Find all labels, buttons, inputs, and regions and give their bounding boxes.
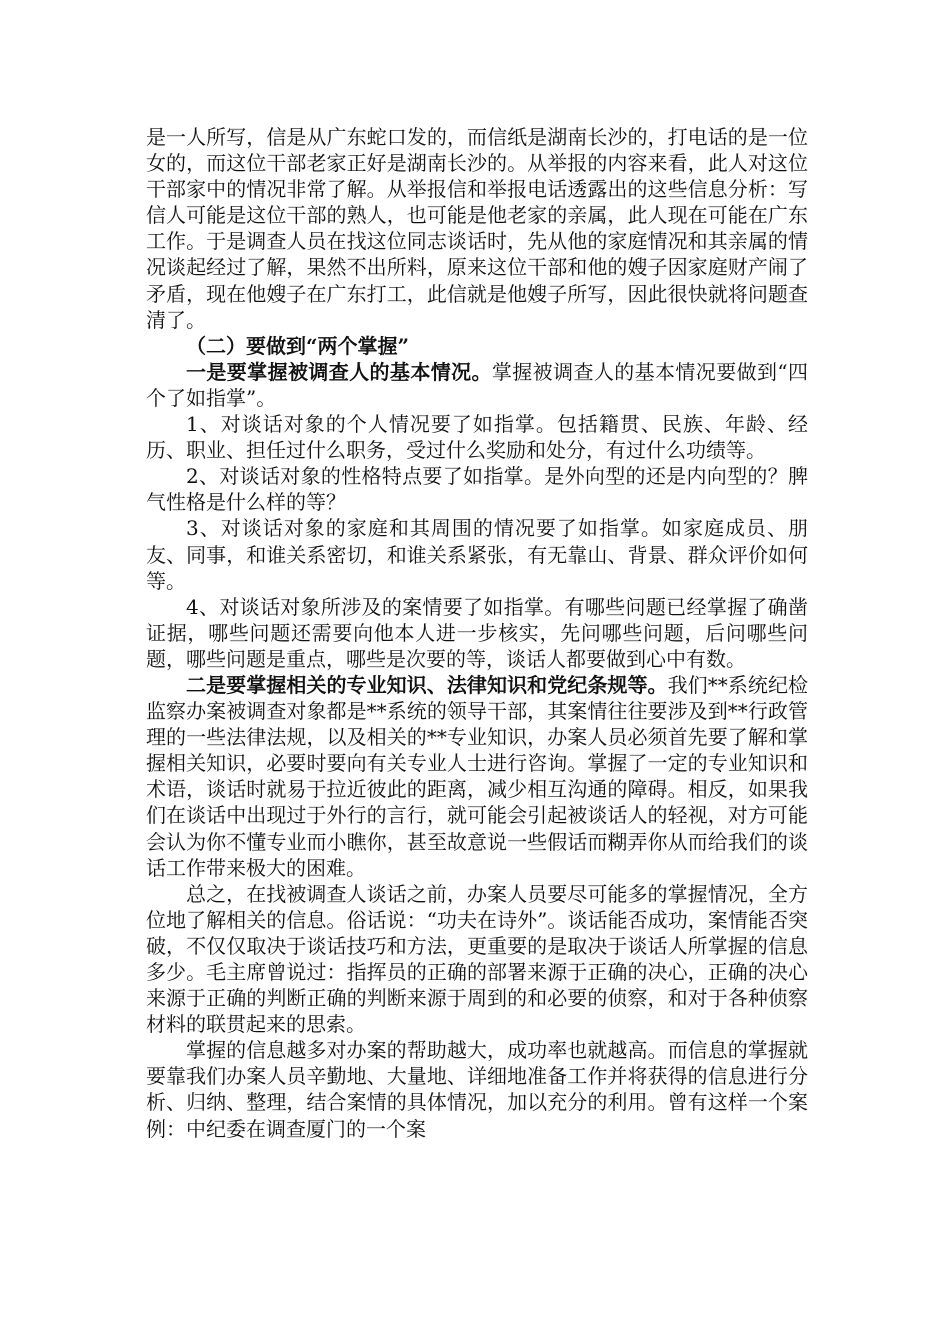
paragraph-lead-bold: 一是要掌握被调查人的基本情况。 bbox=[186, 359, 492, 384]
paragraph-continuation: 是一人所写，信是从广东蛇口发的，而信纸是湖南长沙的，打电话的是一位女的，而这位干部老家正好是湖南长沙的。从举报的内容来看，此人对这位干部家中的情况非常了解。从举报信和举报电话透露出的这些信息分析：写信人可能是这位干部的熟人，也可能是他老家的亲属，此人现在可能在广东工作。于是调查人员在找这位同志谈话时，先从他的家庭情况和其亲属的情况谈起经过了解，果然不出所料，原来这位干部和他的嫂子因家庭财产闹了矛盾，现在他嫂子在广东打工，此信就是他嫂子所写，因此很快就将问题查清了。 bbox=[146, 125, 808, 332]
paragraph-summary: 总之，在找被调查人谈话之前，办案人员要尽可能多的掌握情况，全方位地了解相关的信息。俗话说：“功夫在诗外”。谈话能否成功，案情能否突破，不仅仅取决于谈话技巧和方法，更重要的是取决于谈话人所掌握的信息多少。毛主席曾说过：指挥员的正确的部署来源于正确的决心，正确的决心来源于正确的判断正确的判断来源于周到的和必要的侦察，和对于各种侦察材料的联贯起来的思索。 bbox=[146, 881, 808, 1037]
document-page bbox=[146, 124, 808, 1142]
list-item-3: 3、对谈话对象的家庭和其周围的情况要了如指掌。如家庭成员、朋友、同事，和谁关系密切，和谁关系紧张，有无靠山、背景、群众评价如何等。 bbox=[146, 516, 808, 593]
list-item-2: 2、对谈话对象的性格特点要了如指掌。是外向型的还是内向型的？脾气性格是什么样的等？ bbox=[146, 464, 808, 515]
paragraph-professional-knowledge bbox=[146, 672, 808, 881]
list-item-1: 1、对谈话对象的个人情况要了如指掌。包括籍贯、民族、年龄、经历、职业、担任过什么职务，受过什么奖励和处分，有过什么功绩等。 bbox=[146, 412, 808, 463]
paragraph-information: 掌握的信息越多对办案的帮助越大，成功率也就越高。而信息的掌握就要靠我们办案人员辛勤地、大量地、详细地准备工作并将获得的信息进行分析、归纳、整理，结合案情的具体情况，加以充分的利用。曾有这样一个案例：中纪委在调查厦门的一个案 bbox=[146, 1038, 808, 1141]
paragraph-body: 掌握被调查人的基本情况要做到“四个了如指掌”。 bbox=[146, 359, 808, 410]
section-heading: （二）要做到“两个掌握” bbox=[186, 333, 410, 358]
paragraph-body: 我们**系统纪检监察办案被调查对象都是**系统的领导干部，其案情往往要涉及到**行政管理的一些法律法规，以及相关的**专业知识，办案人员必须首先要了解和掌握相关知识，必要时要向有关专业人士进行咨询。掌握了一定的专业知识和术语，谈话时就易于拉近彼此的距离，减少相互沟通的障碍。相反，如果我们在谈话中出现过于外行的言行，就可能会引起被谈话人的轻视，对方可能会认为你不懂专业而小瞧你，甚至故意说一些假话而糊弄你从而给我们的谈话工作带来极大的困难。 bbox=[146, 672, 809, 880]
list-item-4: 4、对谈话对象所涉及的案情要了如指掌。有哪些问题已经掌握了确凿证据，哪些问题还需要向他本人进一步核实，先问哪些问题，后问哪些问题，哪些问题是重点，哪些是次要的等，谈话人都要做到心中有数。 bbox=[146, 594, 808, 671]
paragraph-lead-bold: 二是要掌握相关的专业知识、法律知识和党纪条规等。 bbox=[186, 672, 668, 697]
paragraph-basic-situation bbox=[146, 359, 808, 411]
